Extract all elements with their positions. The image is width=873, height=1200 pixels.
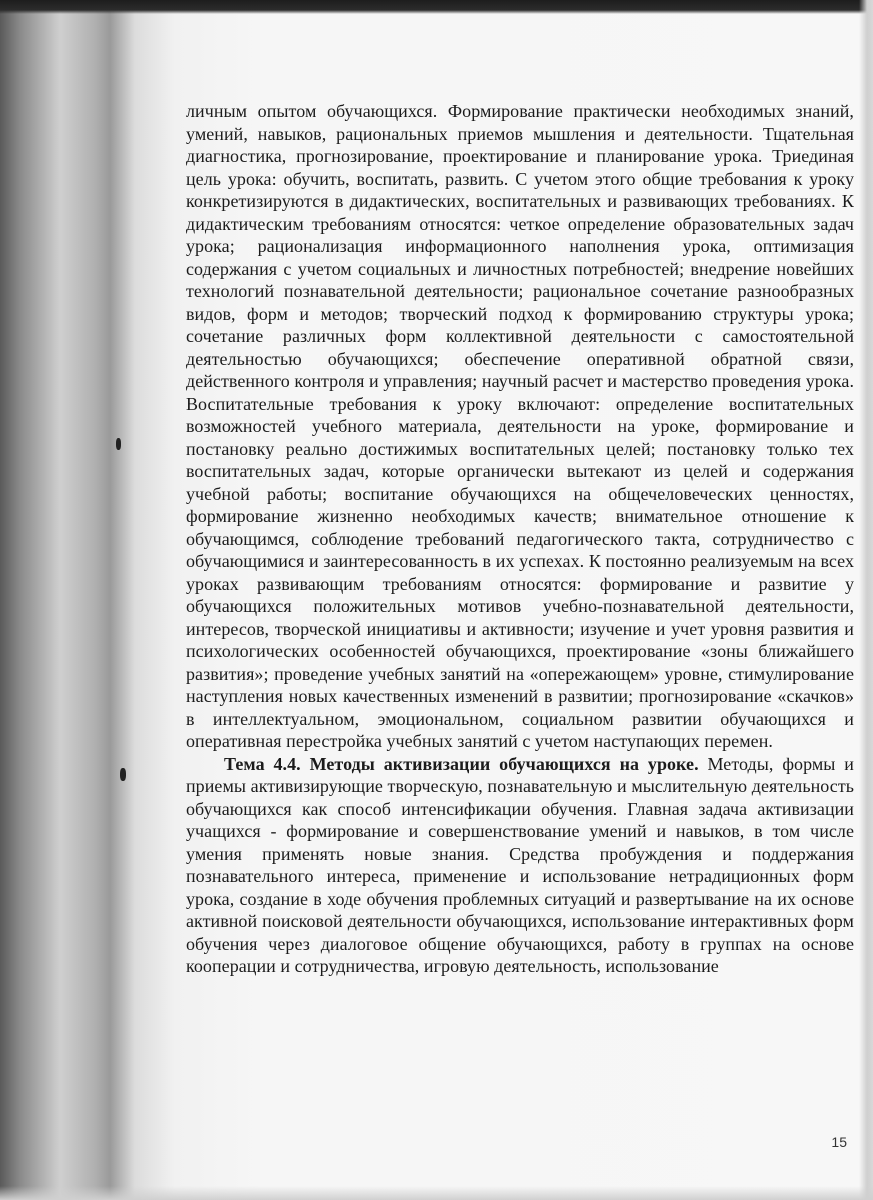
paragraph-1 [186, 100, 854, 753]
paragraph-2-text: Методы, формы и приемы активизирующие творческую, познавательную и мыслительную деятельность обучающихся как способ интенсификации обучения. Главная задача активизации учащихся - формирование и совершенствование умений и навыков, в том числе умения применять новые знания. Средства пробуждения и поддержания познавательного интереса, применение и использование нетрадиционных форм урока, создание в ходе обучения проблемных ситуаций и развертывание на их основе активной поисковой деятельности обучающихся, использование интерактивных форм обучения через диалоговое общение обучающихся, работу в группах на основе кооперации и сотрудничества, игровую деятельность, использование [186, 753, 854, 976]
page-number: 15 [831, 1134, 847, 1150]
body-text [186, 100, 854, 978]
binding-hole-mark [116, 438, 121, 450]
binding-hole-mark [120, 768, 126, 781]
paragraph-1-text: личным опытом обучающихся. Формирование практически необходимых знаний, умений, навыков, рациональных приемов мышления и деятельности. Тщательная диагностика, прогнозирование, проектирование и планирование урока. Триединая цель урока: обучить, воспитать, развить. С учетом этого общие требования к уроку конкретизируются в дидактических, воспитательных и развивающих требованиях. К дидактическим требованиям относятся: четкое определение образовательных задач урока; рационализация информационного наполнения урока, оптимизация содержания с учетом социальных и личностных потребностей; внедрение новейших технологий познавательной деятельности; рациональное сочетание разнообразных видов, форм и методов; творческий подход к формированию структуры урока; сочетание различных форм коллективной деятельности с самостоятельной деятельностью обучающихся; обеспечение оперативной обратной связи, действенного контроля и управления; научный расчет и мастерство проведения урока. Воспитательные требования к уроку включают: определение воспитательных возможностей учебного материала, деятельности на уроке, формирование и постановку реально достижимых воспитательных целей; постановку только тех воспитательных задач, которые органически вытекают из целей и содержания учебной работы; воспитание обучающихся на общечеловеческих ценностях, формирование жизненно необходимых качеств; внимательное отношение к обучающимся, соблюдение требований педагогического такта, сотрудничество с обучающимися и заинтересованность в их успехах. К постоянно реализуемым на всех уроках развивающим требованиям относятся: формирование и развитие у обучающихся положительных мотивов учебно-познавательной деятельности, интересов, творческой инициативы и активности; изучение и учет уровня развития и психологических особенностей обучающихся, проектирование «зоны ближайшего развития»; проведение учебных занятий на «опережающем» уровне, стимулирование наступления новых качественных изменений в развитии; прогнозирование «скачков» в интеллектуальном, эмоциональном, социальном развитии обучающихся и оперативная перестройка учебных занятий с учетом наступающих перемен. [186, 101, 854, 751]
paragraph-2 [186, 753, 854, 978]
topic-heading: Тема 4.4. Методы активизации обучающихся на уроке. [224, 753, 699, 774]
scan-right-edge [859, 0, 873, 1200]
scan-bottom-edge [0, 1186, 873, 1200]
scan-top-edge [0, 0, 873, 14]
